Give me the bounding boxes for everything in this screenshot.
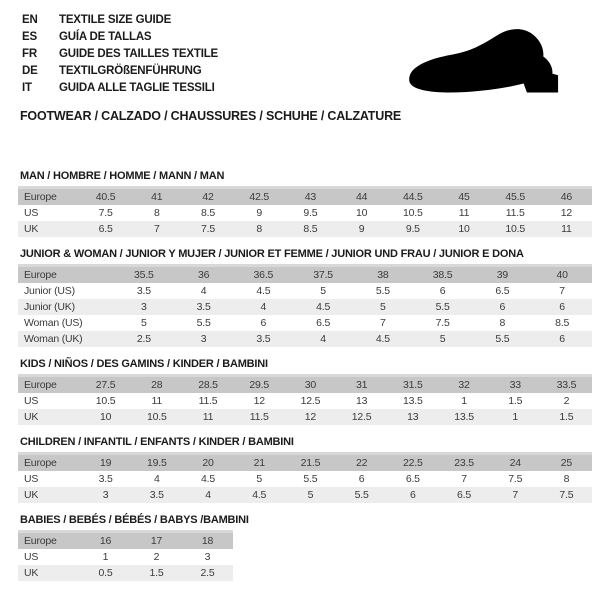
- size-cell: 9: [256, 207, 263, 219]
- size-cell: 36.5: [253, 269, 274, 281]
- row-label: US: [24, 207, 39, 219]
- table-row: [18, 221, 592, 237]
- size-cell: 7.5: [201, 223, 215, 235]
- size-table: [18, 186, 592, 237]
- size-cell: 5.5: [354, 489, 369, 501]
- row-label: Europe: [24, 379, 57, 391]
- size-cell: 45.5: [505, 191, 526, 203]
- size-cell: 19: [99, 457, 112, 469]
- table-row: [18, 549, 233, 565]
- size-cell: 8.5: [555, 317, 570, 329]
- size-cell: 13.5: [403, 395, 423, 407]
- size-cell: 6: [559, 301, 565, 313]
- size-cell: 25: [560, 457, 573, 469]
- size-cell: 11: [561, 223, 572, 235]
- size-cell: 13: [407, 411, 419, 423]
- size-cell: 43: [304, 191, 317, 203]
- size-cell: 6.5: [405, 473, 420, 485]
- size-cell: 0.5: [98, 567, 113, 579]
- size-cell: 11: [202, 411, 214, 423]
- size-cell: 7.5: [508, 473, 523, 485]
- size-cell: 5.5: [435, 301, 450, 313]
- size-cell: 8: [153, 207, 160, 219]
- size-table: [18, 452, 592, 503]
- size-cell: 38.5: [432, 269, 453, 281]
- size-cell: 20: [202, 457, 214, 469]
- size-cell: 1: [102, 551, 109, 563]
- size-cell: 1: [461, 395, 467, 407]
- size-cell: 8.5: [303, 223, 318, 235]
- size-cell: 3: [102, 489, 109, 501]
- size-cell: 21: [253, 457, 265, 469]
- size-cell: 46: [560, 191, 573, 203]
- size-cell: 23.5: [454, 457, 474, 469]
- size-cell: 2.5: [200, 567, 215, 579]
- size-cell: 4: [153, 473, 160, 485]
- size-cell: 8: [563, 473, 570, 485]
- size-cell: 10.5: [95, 395, 116, 407]
- table-row: [18, 455, 592, 471]
- size-cell: 6: [499, 301, 506, 313]
- language-code: EN: [22, 14, 38, 26]
- row-label: UK: [24, 567, 39, 579]
- size-cell: 4.5: [252, 489, 267, 501]
- size-table-title: CHILDREN / INFANTIL / ENFANTS / KINDER / BAMBINI: [20, 436, 294, 448]
- language-label: GUIDE DES TAILLES TEXTILE: [59, 48, 218, 60]
- size-cell: 7: [153, 223, 160, 235]
- size-cell: 22.5: [403, 457, 423, 469]
- size-cell: 38: [377, 269, 389, 281]
- size-cell: 4.5: [316, 301, 331, 313]
- size-cell: 7: [380, 317, 386, 329]
- size-cell: 7: [461, 473, 467, 485]
- table-row: [18, 315, 592, 331]
- language-code: FR: [22, 48, 37, 60]
- size-cell: 9.5: [405, 223, 420, 235]
- size-cell: 6.5: [457, 489, 472, 501]
- size-table-section: [18, 514, 592, 581]
- row-label: UK: [24, 411, 39, 423]
- table-row: [18, 189, 592, 205]
- size-cell: 40: [556, 269, 568, 281]
- size-table-section: [18, 358, 592, 425]
- size-table-section: [18, 248, 592, 347]
- row-label: Woman (US): [24, 317, 83, 329]
- size-cell: 1.5: [559, 411, 574, 423]
- language-label: GUIDA ALLE TAGLIE TESSILI: [59, 82, 215, 94]
- table-row: [18, 487, 592, 503]
- size-tables: [18, 170, 592, 592]
- size-cell: 22: [355, 457, 368, 469]
- size-table: [18, 374, 592, 425]
- language-label: GUÍA DE TALLAS: [59, 31, 152, 43]
- size-cell: 31: [355, 379, 368, 391]
- row-label: Junior (US): [24, 285, 75, 297]
- language-label: TEXTILE SIZE GUIDE: [59, 14, 172, 26]
- table-row: [18, 299, 592, 315]
- size-cell: 9: [358, 223, 365, 235]
- row-label: Woman (UK): [24, 333, 83, 345]
- size-cell: 13.5: [454, 411, 474, 423]
- category-title: FOOTWEAR / CALZADO / CHAUSSURES / SCHUHE / CALZATURE: [20, 109, 402, 123]
- size-cell: 4: [320, 333, 326, 345]
- size-cell: 9.5: [303, 207, 318, 219]
- size-cell: 3.5: [98, 473, 113, 485]
- row-label: Europe: [24, 457, 57, 469]
- size-cell: 5.5: [495, 333, 510, 345]
- size-cell: 5: [320, 285, 326, 297]
- table-row: [18, 331, 592, 347]
- size-cell: 42.5: [249, 191, 270, 203]
- size-cell: 2.5: [136, 333, 151, 345]
- size-cell: 11.5: [249, 411, 269, 423]
- size-cell: 3: [204, 551, 211, 563]
- size-cell: 5: [256, 473, 263, 485]
- size-cell: 16: [99, 535, 112, 547]
- size-cell: 7.5: [559, 489, 574, 501]
- size-cell: 3: [200, 333, 207, 345]
- size-cell: 5: [439, 333, 446, 345]
- table-row: [18, 409, 592, 425]
- size-cell: 28.5: [198, 379, 218, 391]
- size-cell: 7: [559, 285, 565, 297]
- size-cell: 3.5: [136, 285, 151, 297]
- size-cell: 6.5: [495, 285, 510, 297]
- language-row: [22, 63, 218, 80]
- table-row: [18, 377, 592, 393]
- size-cell: 21.5: [300, 457, 321, 469]
- size-cell: 12.5: [351, 411, 372, 423]
- size-cell: 28: [151, 379, 163, 391]
- size-table-title: BABIES / BEBÉS / BÉBÉS / BABYS /BAMBINI: [20, 514, 249, 526]
- row-label: US: [24, 395, 39, 407]
- row-label: US: [24, 473, 39, 485]
- size-cell: 32: [458, 379, 470, 391]
- size-table: [18, 530, 233, 581]
- table-row: [18, 393, 592, 409]
- language-code: DE: [22, 65, 38, 77]
- size-cell: 4.5: [201, 473, 215, 485]
- table-row: [18, 533, 233, 549]
- size-cell: 3.5: [149, 489, 164, 501]
- size-cell: 37.5: [313, 269, 333, 281]
- size-cell: 31.5: [403, 379, 423, 391]
- language-row: [22, 46, 218, 63]
- size-cell: 2: [563, 395, 570, 407]
- size-cell: 8: [499, 317, 506, 329]
- size-cell: 5.5: [196, 317, 211, 329]
- size-table-title: JUNIOR & WOMAN / JUNIOR Y MUJER / JUNIOR ET FEMME / JUNIOR UND FRAU / JUNIOR E DONA: [20, 248, 524, 260]
- size-cell: 45: [458, 191, 470, 203]
- table-row: [18, 205, 592, 221]
- size-cell: 1: [512, 411, 519, 423]
- language-row: [22, 12, 218, 29]
- language-list: [22, 12, 218, 97]
- row-label: Europe: [24, 269, 57, 281]
- size-cell: 4: [260, 301, 267, 313]
- size-cell: 40.5: [95, 191, 116, 203]
- size-cell: 33.5: [556, 379, 577, 391]
- size-cell: 7: [512, 489, 519, 501]
- size-cell: 7.5: [98, 207, 113, 219]
- row-label: US: [24, 551, 39, 563]
- size-cell: 6.5: [98, 223, 113, 235]
- row-label: UK: [24, 223, 39, 235]
- size-cell: 6: [260, 317, 267, 329]
- language-code: ES: [22, 31, 37, 43]
- row-label: Europe: [24, 535, 57, 547]
- size-cell: 2: [153, 551, 160, 563]
- language-row: [22, 29, 218, 46]
- size-cell: 11: [458, 207, 470, 219]
- size-cell: 5: [307, 489, 314, 501]
- size-cell: 6: [358, 473, 365, 485]
- size-cell: 18: [201, 535, 214, 547]
- size-cell: 5.5: [303, 473, 318, 485]
- size-cell: 29.5: [249, 379, 270, 391]
- size-cell: 24: [509, 457, 521, 469]
- row-label: Junior (UK): [24, 301, 75, 313]
- dress-shoe-icon: [394, 22, 586, 104]
- size-cell: 12: [253, 395, 265, 407]
- size-cell: 6: [410, 489, 416, 501]
- size-cell: 11: [151, 395, 163, 407]
- size-cell: 6: [439, 285, 446, 297]
- size-table: [18, 264, 592, 347]
- language-code: IT: [22, 82, 32, 94]
- language-label: TEXTILGRÖßENFÜHRUNG: [59, 65, 202, 77]
- table-row: [18, 565, 233, 581]
- size-cell: 36: [197, 269, 210, 281]
- size-cell: 3.5: [256, 333, 271, 345]
- size-cell: 5.5: [375, 285, 390, 297]
- size-cell: 6: [559, 333, 565, 345]
- size-cell: 4: [200, 285, 207, 297]
- size-cell: 11.5: [198, 395, 218, 407]
- size-table-title: MAN / HOMBRE / HOMME / MANN / MAN: [20, 170, 225, 182]
- size-cell: 33: [509, 379, 521, 391]
- size-cell: 6.5: [316, 317, 331, 329]
- size-cell: 41: [151, 191, 163, 203]
- table-row: [18, 267, 592, 283]
- size-cell: 44: [355, 191, 368, 203]
- size-cell: 10: [99, 411, 112, 423]
- size-cell: 12.5: [300, 395, 321, 407]
- size-cell: 12: [560, 207, 573, 219]
- size-cell: 44.5: [403, 191, 423, 203]
- size-table-section: [18, 436, 592, 503]
- size-cell: 4: [205, 489, 211, 501]
- size-cell: 11.5: [505, 207, 525, 219]
- size-cell: 8: [256, 223, 263, 235]
- size-cell: 4.5: [375, 333, 390, 345]
- size-cell: 10.5: [403, 207, 423, 219]
- size-cell: 10.5: [146, 411, 167, 423]
- size-cell: 8.5: [201, 207, 215, 219]
- size-cell: 19.5: [146, 457, 167, 469]
- size-cell: 7.5: [435, 317, 450, 329]
- size-cell: 35.5: [134, 269, 154, 281]
- row-label: UK: [24, 489, 39, 501]
- size-cell: 12: [304, 411, 317, 423]
- size-cell: 5: [380, 301, 386, 313]
- size-cell: 17: [150, 535, 163, 547]
- size-cell: 42: [202, 191, 214, 203]
- size-table-section: [18, 170, 592, 237]
- size-cell: 3: [141, 301, 147, 313]
- table-row: [18, 471, 592, 487]
- size-cell: 30: [304, 379, 317, 391]
- size-cell: 3.5: [196, 301, 211, 313]
- row-label: Europe: [24, 191, 57, 203]
- size-cell: 10: [458, 223, 470, 235]
- size-cell: 13: [355, 395, 368, 407]
- size-cell: 39: [496, 269, 509, 281]
- size-cell: 5: [141, 317, 147, 329]
- size-cell: 10: [355, 207, 368, 219]
- size-cell: 10.5: [505, 223, 526, 235]
- size-cell: 1.5: [508, 395, 523, 407]
- size-cell: 27.5: [95, 379, 116, 391]
- size-cell: 4.5: [256, 285, 271, 297]
- table-row: [18, 283, 592, 299]
- size-table-title: KIDS / NIÑOS / DES GAMINS / KINDER / BAMBINI: [20, 358, 268, 370]
- language-row: [22, 80, 218, 97]
- size-cell: 1.5: [149, 567, 164, 579]
